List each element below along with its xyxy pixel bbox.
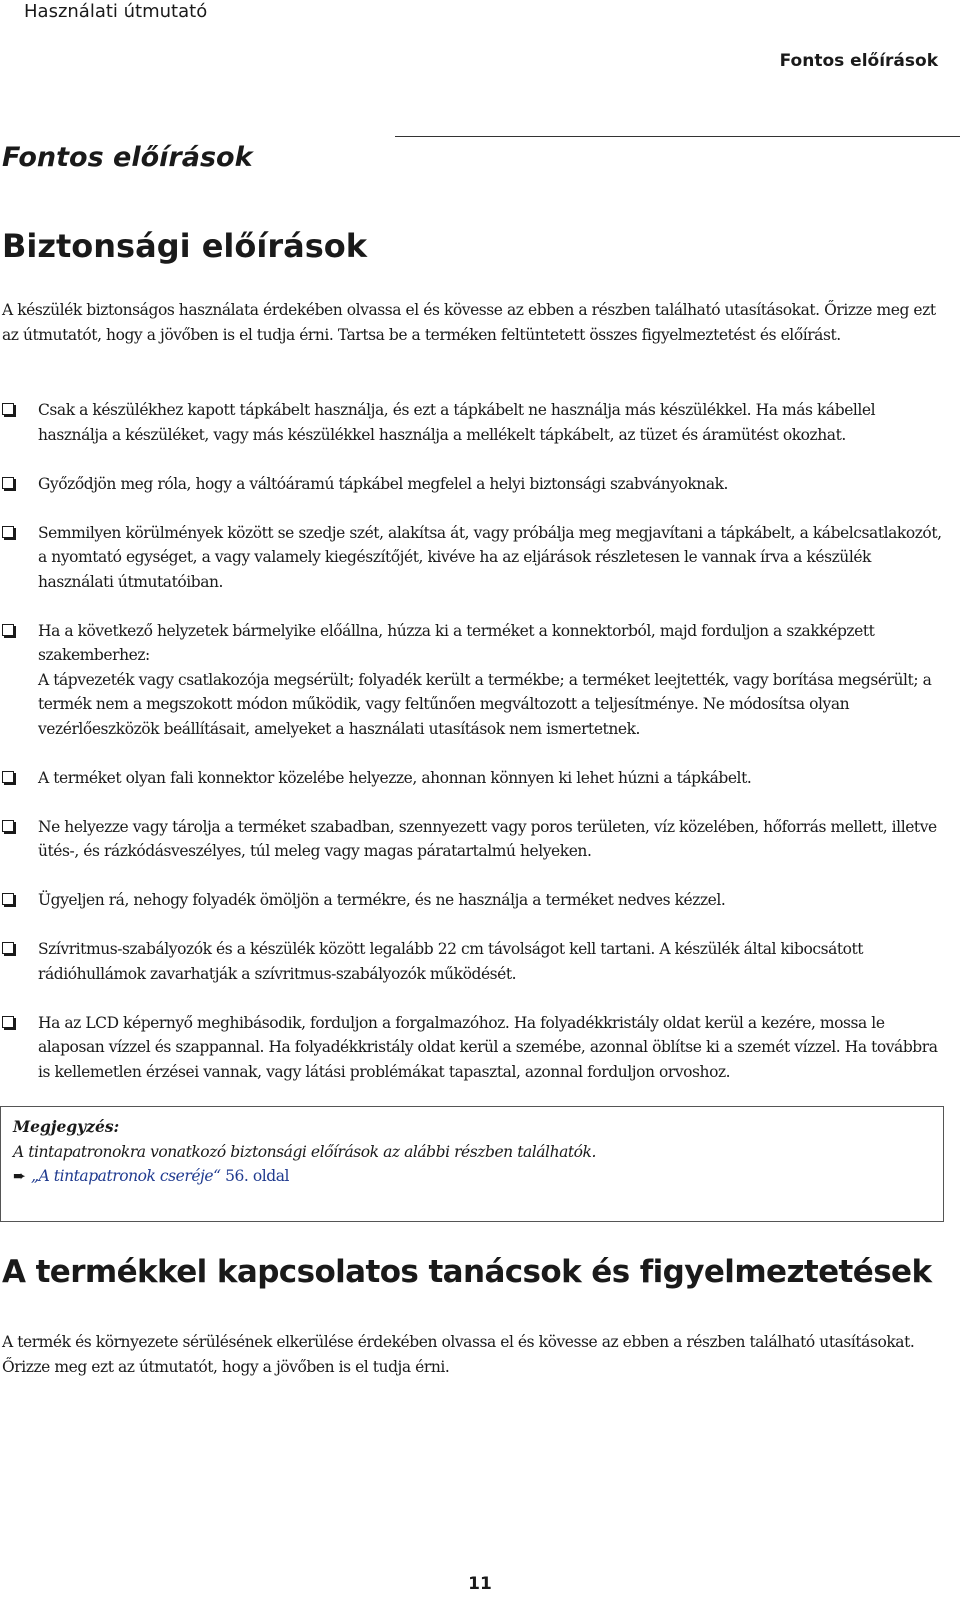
list-item	[2, 815, 942, 864]
list-item-text: Ha az LCD képernyő meghibásodik, forduljon a forgalmazóhoz. Ha folyadékkristály oldat kerül a kezére, mossa le alaposan vízzel és szappannal. Ha folyadékkristály oldat kerül a szemébe, azonnal öblítse ki a szemét vízzel. Ha továbbra is kellemetlen érzései vannak, vagy látási problémákat tapasztal, azonnal forduljon orvoshoz.	[38, 1013, 938, 1081]
checkbox-bullet-icon	[2, 942, 14, 954]
checkbox-bullet-icon	[2, 771, 14, 783]
safety-title: Biztonsági előírások	[2, 227, 368, 265]
checkbox-bullet-icon	[2, 477, 14, 489]
list-item	[2, 937, 942, 986]
section-header: Fontos előírások	[779, 51, 938, 71]
product-advice-intro: A termék és környezete sérülésének elkerülése érdekében olvassa el és kövesse az ebben a részben található utasításokat. Őrizze meg ezt az útmutatót, hogy a jövőben is el tudja érni.	[2, 1333, 915, 1376]
list-item-text: Ha a következő helyzetek bármelyike előállna, húzza ki a terméket a konnektorból, majd forduljon a szakképzett szakemberhez:	[38, 621, 875, 664]
list-item-text: Ne helyezze vagy tárolja a terméket szabadban, szennyezett vagy poros területen, víz közelében, hőforrás mellett, illetve ütés-, és rázkódásveszélyes, túl meleg vagy magas páratartalmú helyeken.	[38, 817, 937, 860]
list-item-text: Győződjön meg róla, hogy a váltóáramú tápkábel megfelel a helyi biztonsági szabványoknak.	[38, 474, 729, 493]
product-advice-title: A termékkel kapcsolatos tanácsok és figyelmeztetések	[2, 1254, 932, 1290]
page-number: 11	[468, 1574, 492, 1594]
list-item	[2, 1011, 942, 1085]
note-box	[0, 1106, 944, 1222]
arrow-right-icon: ➨	[13, 1167, 26, 1185]
list-item-text: Csak a készülékhez kapott tápkábelt használja, és ezt a tápkábelt ne használja más készülékkel. Ha más kábellel használja a készüléket, vagy más készülékkel használja a mellékelt tápkábelt, az tüzet és áramütést okozhat.	[38, 401, 876, 444]
checkbox-bullet-icon	[2, 526, 14, 538]
list-item-detail: A tápvezeték vagy csatlakozója megsérült; folyadék került a termékbe; a terméket leejtették, vagy borítása megsérült; a termék nem a megszokott módon működik, vagy feltűnően megváltozott a teljesítménye. Ne módosítsa olyan vezérlőeszközök beállításait, amelyeket a használati utasítások nem ismertetnek.	[38, 670, 932, 738]
list-item	[2, 398, 942, 447]
list-item	[2, 766, 942, 791]
checkbox-bullet-icon	[2, 403, 14, 415]
list-item	[2, 888, 942, 913]
checkbox-bullet-icon	[2, 1016, 14, 1028]
note-title: Megjegyzés:	[13, 1117, 120, 1136]
list-item-text: Semmilyen körülmények között se szedje szét, alakítsa át, vagy próbálja meg megjavítani a tápkábelt, a kábelcsatlakozót, a nyomtató egységet, a vagy valamely kiegészítőjét, kivéve ha az eljárások részletesen le vannak írva a készülék használati útmutatóiban.	[38, 523, 942, 591]
list-item	[2, 521, 942, 595]
note-text: A tintapatronokra vonatkozó biztonsági előírások az alábbi részben találhatók.	[13, 1142, 596, 1161]
list-item	[2, 472, 942, 497]
note-link-row	[13, 1164, 935, 1189]
checkbox-bullet-icon	[2, 624, 14, 636]
safety-list	[2, 398, 942, 1109]
list-item-text: Szívritmus-szabályozók és a készülék között legalább 22 cm távolságot kell tartani. A készülék által kibocsátott rádióhullámok zavarhatják a szívritmus-szabályozók működését.	[38, 940, 864, 983]
header-divider	[395, 136, 960, 137]
list-item	[2, 619, 942, 742]
checkbox-bullet-icon	[2, 820, 14, 832]
safety-intro: A készülék biztonságos használata érdekében olvassa el és kövesse az ebben a részben található utasításokat. Őrizze meg ezt az útmutatót, hogy a jövőben is el tudja érni. Tartsa be a terméken feltüntetett összes figyelmeztetést és előírást.	[2, 301, 936, 344]
running-header: Használati útmutató	[24, 1, 208, 22]
list-item-text: A terméket olyan fali konnektor közelébe helyezze, ahonnan könnyen ki lehet húzni a tápkábelt.	[38, 768, 752, 787]
cartridge-replacement-link[interactable]	[31, 1167, 289, 1185]
note-link-page: 56. oldal	[220, 1167, 290, 1185]
chapter-title: Fontos előírások	[2, 142, 253, 173]
note-link-text: „A tintapatronok cseréje“	[31, 1167, 221, 1185]
list-item-text: Ügyeljen rá, nehogy folyadék ömöljön a termékre, és ne használja a terméket nedves kézzel.	[38, 891, 726, 909]
checkbox-bullet-icon	[2, 893, 14, 905]
